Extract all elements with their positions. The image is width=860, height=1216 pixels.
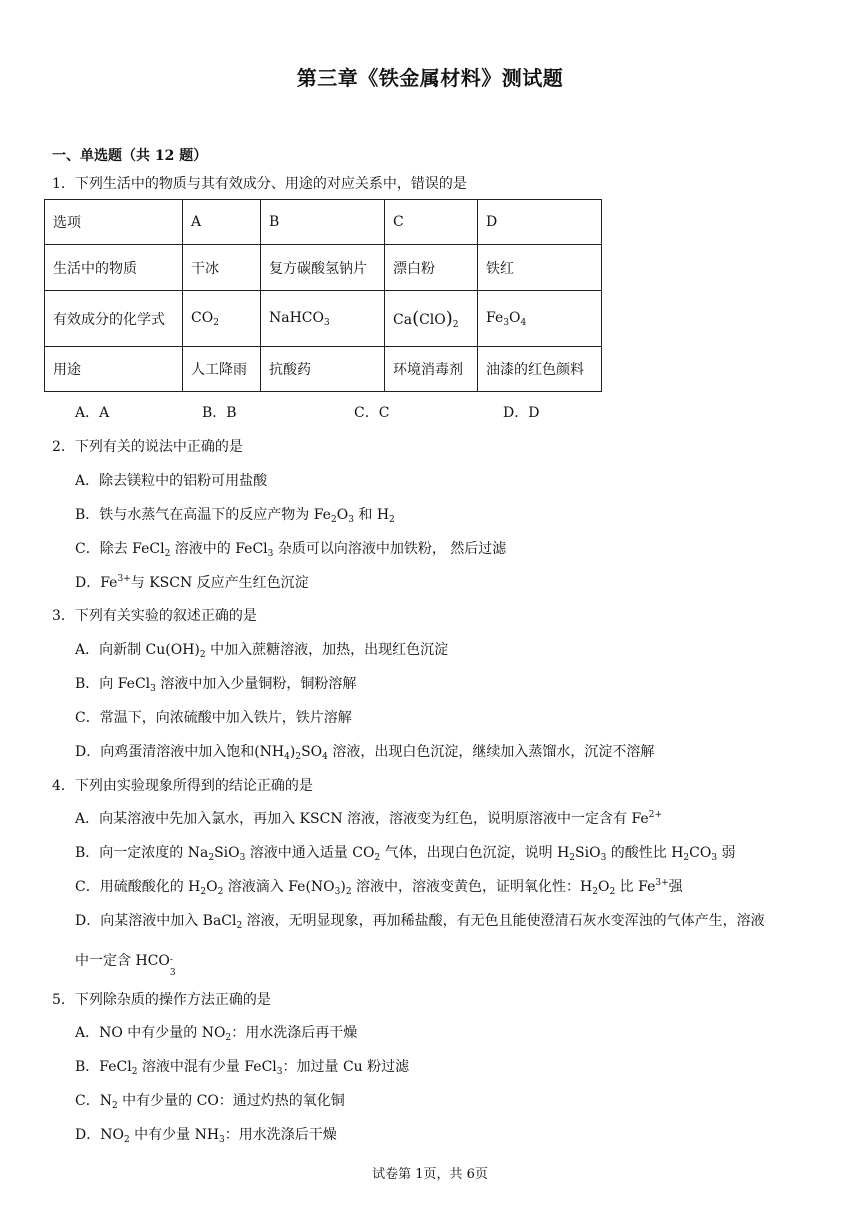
- q3-option-a: A．向新制 $Cu(OH)_2$ 中加入蔗糖溶液，加热，出现红色沉淀: [75, 642, 449, 660]
- question-1-table: [44, 199, 602, 392]
- page-title: 第三章《铁金属材料》测试题: [296, 66, 564, 90]
- formula-caclo2: $Ca(ClO)_2$: [385, 291, 478, 347]
- table-cell: 铁红: [478, 245, 602, 291]
- q4-option-b: B．向一定浓度的 $Na_2SiO_3$ 溶液中通入适量 $CO_2$ 气体，出现白色沉淀，说明 $H_2SiO_3$ 的酸性比 $H_2CO_3$ 弱: [75, 845, 736, 863]
- table-cell: 生活中的物质: [45, 245, 183, 291]
- table-row: [45, 200, 602, 245]
- table-cell: A: [183, 200, 261, 245]
- table-cell: D: [478, 200, 602, 245]
- q1-option-b: B．B: [202, 405, 237, 421]
- table-cell: 油漆的红色颜料: [478, 347, 602, 392]
- formula-co2: $CO_2$: [183, 291, 261, 347]
- table-cell: 用途: [45, 347, 183, 392]
- q2-option-c: C．除去 FeCl$_2$ 溶液中的 FeCl$_3$ 杂质可以向溶液中加铁粉， 然后过滤: [75, 541, 507, 559]
- q1-option-a: A．A: [75, 405, 110, 421]
- table-cell: 环境消毒剂: [385, 347, 478, 392]
- table-cell: C: [385, 200, 478, 245]
- question-5-stem: 5．下列除杂质的操作方法正确的是: [52, 992, 271, 1008]
- q1-option-c: C．C: [354, 405, 390, 421]
- q4-option-c: C．用硫酸酸化的 $H_2O_2$ 溶液滴入 $Fe(NO_3)_2$ 溶液中，溶液变黄色，证明氧化性：$H_2O_2$ 比 $Fe^{3+}$强: [75, 878, 683, 897]
- question-2-stem: 2．下列有关的说法中正确的是: [52, 439, 243, 455]
- q4-option-a: A．向某溶液中先加入氯水，再加入 KSCN 溶液，溶液变为红色，说明原溶液中一定含有 $Fe^{2+}$: [75, 810, 662, 827]
- q2-option-a: A．除去镁粒中的铝粉可用盐酸: [75, 473, 268, 489]
- q5-option-c: C．$N_2$ 中有少量的 CO：通过灼热的氧化铜: [75, 1093, 345, 1111]
- q4-option-d-line2: 中一定含 HCO - 3: [75, 953, 176, 978]
- table-cell: 人工降雨: [183, 347, 261, 392]
- question-3-stem: 3．下列有关实验的叙述正确的是: [52, 608, 257, 624]
- q3-option-d: D．向鸡蛋清溶液中加入饱和$(NH_4)_2SO_4$ 溶液，出现白色沉淀，继续加入蒸馏水，沉淀不溶解: [75, 744, 655, 762]
- formula-fe3o4: $Fe_3O_4$: [478, 291, 602, 347]
- q5-option-a: A．NO 中有少量的 $NO_2$：用水洗涤后再干燥: [75, 1025, 358, 1043]
- q4-option-d-line1: D．向某溶液中加入 BaCl$_2$ 溶液，无明显现象，再加稀盐酸，有无色且能使澄清石灰水变浑浊的气体产生，溶液: [75, 913, 765, 931]
- question-4-stem: 4．下列由实验现象所得到的结论正确的是: [52, 778, 313, 794]
- section-heading: 一、单选题（共 12 题）: [52, 148, 208, 164]
- formula-nahco3: NaHCO$_3$: [261, 291, 385, 347]
- question-1-stem: 1．下列生活中的物质与其有效成分、用途的对应关系中，错误的是: [52, 176, 467, 192]
- q2-option-b: B．铁与水蒸气在高温下的反应产物为 $Fe_2O_3$ 和 $H_2$: [75, 507, 395, 525]
- table-cell: 复方碳酸氢钠片: [261, 245, 385, 291]
- table-cell: 漂白粉: [385, 245, 478, 291]
- table-cell: 干冰: [183, 245, 261, 291]
- table-cell: 抗酸药: [261, 347, 385, 392]
- q5-option-d: D．$NO_2$ 中有少量 $NH_3$：用水洗涤后干燥: [75, 1127, 337, 1145]
- table-cell: B: [261, 200, 385, 245]
- table-cell: 有效成分的化学式: [45, 291, 183, 347]
- q2-option-d-text: 与 KSCN 反应产生红色沉淀: [130, 575, 309, 591]
- q2-option-d: D．$Fe^{3+}$与 KSCN 反应产生红色沉淀: [75, 574, 309, 591]
- table-cell: 选项: [45, 200, 183, 245]
- q5-option-b: B．FeCl$_2$ 溶液中混有少量 FeCl$_3$：加过量 Cu 粉过滤: [75, 1059, 410, 1077]
- q2-option-b-text: B．铁与水蒸气在高温下的反应产物为 Fe: [75, 507, 331, 523]
- q1-option-d: D．D: [503, 405, 540, 421]
- q3-option-c: C．常温下，向浓硫酸中加入铁片，铁片溶解: [75, 710, 352, 726]
- q3-option-b: B．向 FeCl$_3$ 溶液中加入少量铜粉，铜粉溶解: [75, 676, 357, 694]
- page-footer: 试卷第 1页，共 6页: [372, 1167, 488, 1182]
- table-row: [45, 347, 602, 392]
- table-row: [45, 291, 602, 347]
- table-row: [45, 245, 602, 291]
